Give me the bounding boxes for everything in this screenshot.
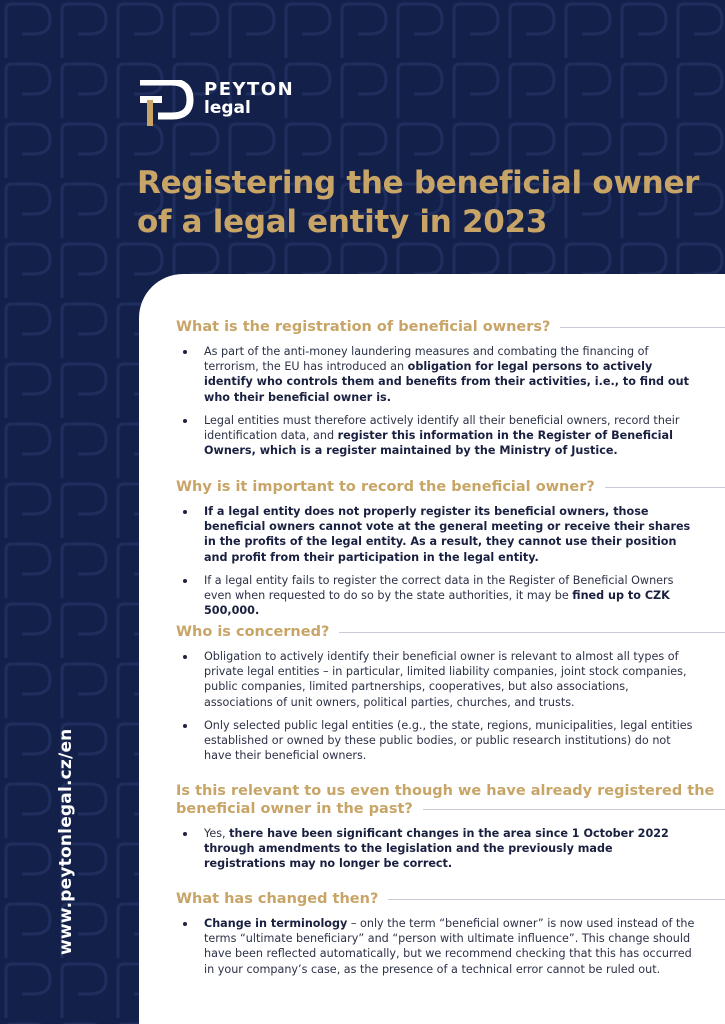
peyton-logo-icon <box>138 80 196 128</box>
section-heading: Is this relevant to us even though we have already registered the beneficial owner in the past? <box>176 782 725 818</box>
brand-name: PEYTON <box>204 79 295 100</box>
list-item: If a legal entity does not properly register its beneficial owners, those beneficial owners cannot vote at the general meeting or receive their shares in the profits of the legal entity. As a result, they cannot use their position and profit from their participation in the legal entity. <box>176 504 725 565</box>
bullet-list <box>176 649 725 763</box>
brand-sub: legal <box>204 98 251 118</box>
website-link[interactable]: www.peytonlegal.cz/en <box>56 728 76 955</box>
list-item: Obligation to actively identify their beneficial owner is relevant to almost all types of private legal entities – in particular, limited liability companies, joint stock companies, public companies, limited partnerships, cooperatives, but also associations, associations of unit owners, political parties, churches, and trusts. <box>176 649 725 710</box>
section-heading: What has changed then? <box>176 890 725 908</box>
section-heading: Why is it important to record the beneficial owner? <box>176 478 725 496</box>
heading-rule <box>339 632 725 633</box>
list-item: As part of the anti-money laundering measures and combating the financing of terrorism, the EU has introduced an obligation for legal persons to actively identify who controls them and benefits from their activities, i.e., to find out who their beneficial owner is. <box>176 344 725 405</box>
brand-logo <box>138 80 294 128</box>
title-line-2: of a legal entity in 2023 <box>137 204 548 240</box>
list-item: Change in terminology – only the term “beneficial owner” is now used instead of the terms “ultimate beneficiary” and “person with ultimate influence”. This change should have been reflected automatically, but we recommend checking that this has occurred in your company’s case, as the presence of a technical error cannot be ruled out. <box>176 916 725 977</box>
section-what-changed <box>176 890 725 985</box>
list-item: Legal entities must therefore actively identify all their beneficial owners, record their identification data, and register this information in the Register of Beneficial Owners, which is a register maintained by the Ministry of Justice. <box>176 413 725 459</box>
section-heading: Who is concerned? <box>176 623 725 641</box>
bullet-list <box>176 344 725 458</box>
bullet-list <box>176 916 725 977</box>
heading-rule <box>560 327 725 328</box>
bullet-list <box>176 826 725 872</box>
heading-rule <box>388 899 725 900</box>
section-heading: What is the registration of beneficial owners? <box>176 318 725 336</box>
section-importance <box>176 478 725 626</box>
page-title <box>137 164 717 242</box>
heading-rule <box>423 809 725 810</box>
list-item: Yes, there have been significant changes in the area since 1 October 2022 through amendments to the legislation and the previously made registrations may no longer be correct. <box>176 826 725 872</box>
list-item: Only selected public legal entities (e.g., the state, regions, municipalities, legal entities established or owned by these public bodies, or public research institutions) do not have their beneficial owners. <box>176 718 725 764</box>
section-registration <box>176 318 725 466</box>
bullet-list <box>176 504 725 618</box>
section-relevance <box>176 782 725 880</box>
section-who-concerned <box>176 623 725 771</box>
list-item: If a legal entity fails to register the correct data in the Register of Beneficial Owners even when requested to do so by the state authorities, it may be fined up to CZK 500,000. <box>176 573 725 619</box>
title-line-1: Registering the beneficial owner <box>137 165 700 201</box>
heading-rule <box>605 487 725 488</box>
